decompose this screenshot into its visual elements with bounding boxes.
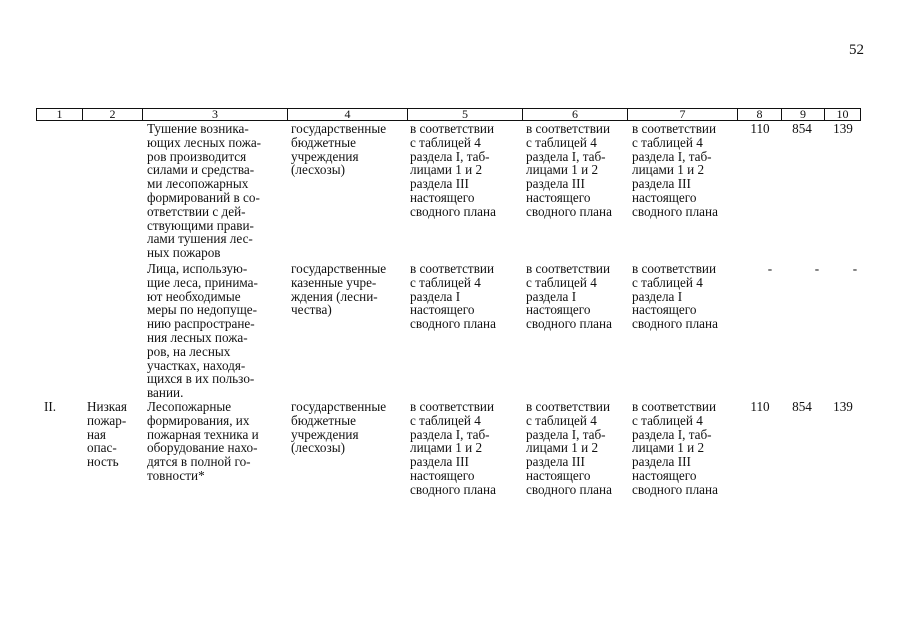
table-header-row bbox=[36, 108, 861, 121]
header-col-4: 4 bbox=[287, 109, 407, 120]
count-cell: - bbox=[767, 261, 773, 276]
reference-cell: в соответствии с таблицей 4 раздела I настоящего сводного плана bbox=[526, 261, 612, 332]
reference-cell: в соответствии с таблицей 4 раздела I, таб- лицами 1 и 2 раздела III настоящего сводного плана bbox=[410, 399, 496, 497]
count-cell: 110 bbox=[750, 399, 770, 414]
measure-cell: Лица, использую- щие леса, принима- ют необходимые меры по недопуще- нию распростране- ния лесных пожа- ров, на лесных участках, находя- щихся в их пользо- вании. bbox=[147, 261, 258, 401]
reference-cell: в соответствии с таблицей 4 раздела I, таб- лицами 1 и 2 раздела III настоящего сводного плана bbox=[632, 399, 718, 497]
count-cell: - bbox=[814, 261, 820, 276]
header-col-1: 1 bbox=[56, 107, 63, 121]
reference-cell: в соответствии с таблицей 4 раздела I, таб- лицами 1 и 2 раздела III настоящего сводного плана bbox=[410, 121, 496, 219]
count-cell: 139 bbox=[833, 399, 853, 414]
count-cell: - bbox=[852, 261, 858, 276]
measure-cell: Тушение возника- ющих лесных пожа- ров производится силами и средства- ми лесопожарных формирований в со- ответствии с дей- ствующими прави- лами тушения лес- ных пожаров bbox=[147, 121, 262, 261]
reference-cell: в соответствии с таблицей 4 раздела I, таб- лицами 1 и 2 раздела III настоящего сводного плана bbox=[526, 121, 612, 219]
count-cell: 139 bbox=[833, 121, 853, 136]
header-col-6: 6 bbox=[522, 109, 627, 120]
reference-cell: в соответствии с таблицей 4 раздела I настоящего сводного плана bbox=[410, 261, 496, 332]
class-number-cell: II. bbox=[44, 399, 57, 414]
page-number: 52 bbox=[849, 42, 864, 58]
reference-cell: в соответствии с таблицей 4 раздела I настоящего сводного плана bbox=[632, 261, 718, 332]
reference-cell: в соответствии с таблицей 4 раздела I, таб- лицами 1 и 2 раздела III настоящего сводного плана bbox=[632, 121, 718, 219]
measure-cell: Лесопожарные формирования, их пожарная техника и оборудование нахо- дятся в полной го- товности* bbox=[147, 399, 259, 483]
executor-cell: государственные бюджетные учреждения (лесхозы) bbox=[291, 121, 387, 178]
header-col-3: 3 bbox=[142, 109, 287, 120]
reference-cell: в соответствии с таблицей 4 раздела I, таб- лицами 1 и 2 раздела III настоящего сводного плана bbox=[526, 399, 612, 497]
executor-cell: государственные казенные учре- ждения (лесни- чества) bbox=[291, 261, 387, 318]
header-col-8: 8 bbox=[737, 109, 781, 120]
count-cell: 854 bbox=[792, 121, 812, 136]
header-col-9: 9 bbox=[781, 109, 824, 120]
executor-cell: государственные бюджетные учреждения (лесхозы) bbox=[291, 399, 387, 456]
count-cell: 854 bbox=[792, 399, 812, 414]
header-col-2: 2 bbox=[82, 109, 142, 120]
header-col-10: 10 bbox=[824, 109, 860, 120]
header-col-7: 7 bbox=[627, 109, 737, 120]
count-cell: 110 bbox=[750, 121, 770, 136]
header-col-5: 5 bbox=[407, 109, 522, 120]
hazard-level-cell: Низкая пожар- ная опас- ность bbox=[87, 399, 127, 470]
